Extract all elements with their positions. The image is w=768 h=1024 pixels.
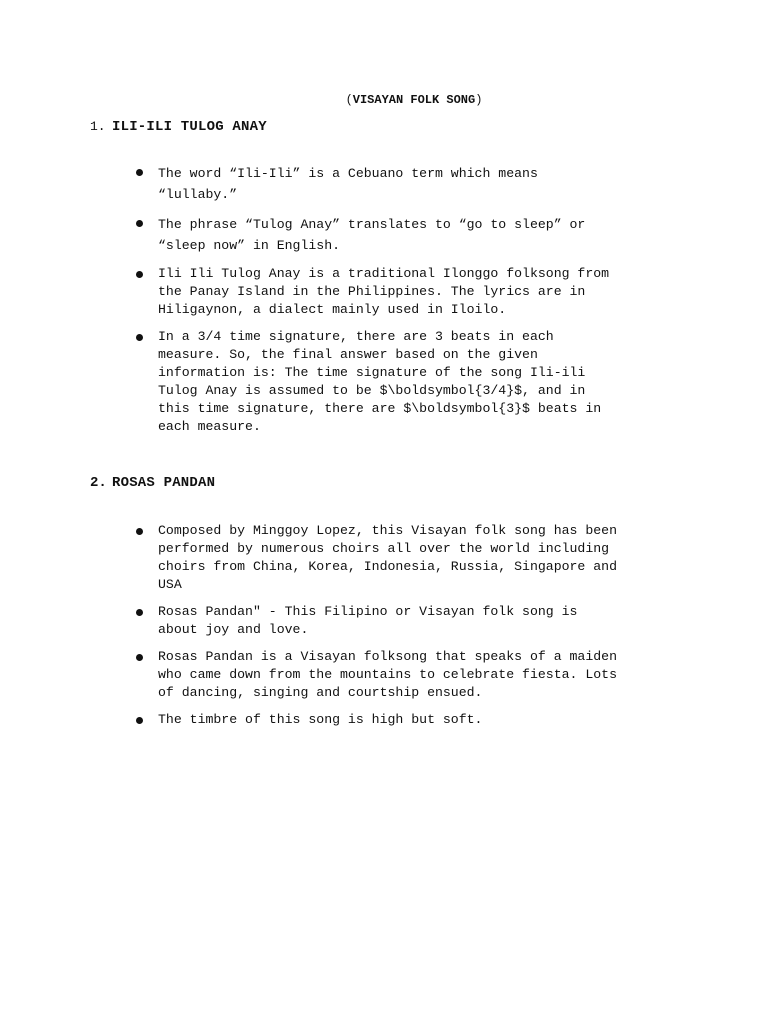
list-item (90, 648, 710, 702)
list-item-text: Rosas Pandan" - This Filipino or Visayan folk song is about joy and love. (158, 604, 578, 637)
list-item (90, 603, 710, 639)
list-item-text: Rosas Pandan is a Visayan folksong that speaks of a maiden who came down from the mountains to celebrate fiesta. Lots of dancing, singing and courtship ensued. (158, 649, 617, 700)
list-item-text: Composed by Minggoy Lopez, this Visayan folk song has been performed by numerous choirs all over the world including choirs from China, Korea, Indonesia, Russia, Singapore and USA (158, 523, 617, 592)
title-paren-close: ) (475, 93, 483, 107)
list-item (90, 163, 710, 205)
list-item (90, 711, 710, 729)
section-heading (90, 118, 710, 136)
list-item (90, 265, 710, 319)
section-heading (90, 474, 710, 492)
bullet-icon (136, 334, 143, 341)
section-rosas-pandan (90, 474, 710, 738)
title-text: VISAYAN FOLK SONG (352, 93, 476, 107)
bullet-list (90, 522, 710, 729)
document-title (0, 92, 768, 108)
bullet-icon (136, 528, 143, 535)
list-item (90, 328, 710, 436)
bullet-icon (136, 220, 143, 227)
bullet-icon (136, 271, 143, 278)
bullet-icon (136, 654, 143, 661)
bullet-icon (136, 169, 143, 176)
section-number: 1. (90, 119, 106, 134)
bullet-icon (136, 609, 143, 616)
list-item-text: In a 3/4 time signature, there are 3 beats in each measure. So, the final answer based on the given information is: The time signature of the song Ili-ili Tulog Anay is assumed to be $\boldsymbol{3/4}$, and in this time signature, there are $\boldsymbol{3}$ beats in each measure. (158, 329, 602, 434)
section-title: ILI-ILI TULOG ANAY (112, 119, 267, 135)
list-item-text: The timbre of this song is high but soft. (158, 712, 483, 727)
section-number: 2. (90, 475, 107, 491)
list-item-text: The phrase “Tulog Anay” translates to “go to sleep” or “sleep now” in English. (158, 217, 586, 253)
bullet-icon (136, 717, 143, 724)
title-paren-open: ( (345, 93, 353, 107)
list-item (90, 214, 710, 256)
section-title: ROSAS PANDAN (112, 475, 216, 491)
list-item-text: Ili Ili Tulog Anay is a traditional Ilonggo folksong from the Panay Island in the Philippines. The lyrics are in Hiligaynon, a dialect mainly used in Iloilo. (158, 266, 610, 317)
list-item-text: The word “Ili-Ili” is a Cebuano term which means “lullaby.” (158, 166, 538, 202)
list-item (90, 522, 710, 594)
bullet-list (90, 163, 710, 436)
section-ili-ili-tulog-anay (90, 118, 710, 445)
